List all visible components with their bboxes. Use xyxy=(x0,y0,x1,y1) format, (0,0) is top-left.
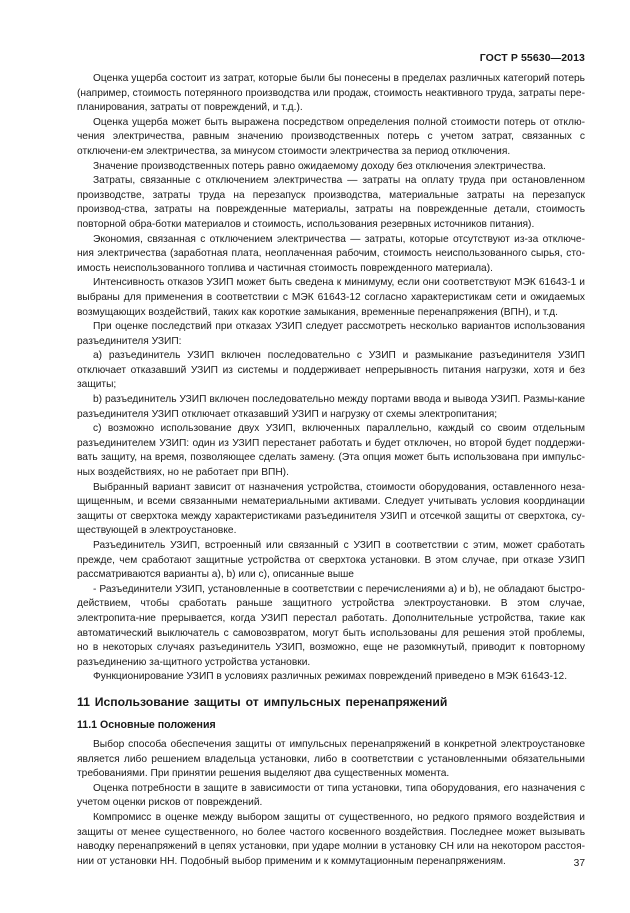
paragraph: Затраты, связанные с отключением электричества — затраты на оплату труда при остановленном производстве, затраты труда на перезапуск производства, материальные затраты на перезапуск производ-ства, затраты на поврежденные материалы, затраты на поврежденные детали, стоимость повторной обра-ботки материалов и стоимость, использования резервных источников питания). xyxy=(77,175,585,230)
paragraph: Оценка ущерба может быть выражена посредством определения полной стоимости потерь от отклю-чения электричества, равным значению производственных потерь с учетом затрат, связанных с отключени-ем электричества, за минусом стоимости электричества за период отключения. xyxy=(77,116,585,157)
document-body xyxy=(77,72,585,869)
list-item: b) разъединитель УЗИП включен последовательно между портами ввода и вывода УЗИП. Размы-кание разъединителя УЗИП отключает отказавший УЗИП и нагрузку от схемы электропитания; xyxy=(77,394,585,420)
paragraph: Компромисс в оценке между выбором защиты от существенного, но редкого прямого воздействия и защиты от менее существенного, но более частого косвенного воздействия. Последнее может вызывать наводку перенапряжений в цепях установки, при ударе молнии в установку СН или на некотором расстоя-нии от установки НН. Подобный выбор применим и к коммутационным перенапряжениям. xyxy=(77,811,585,867)
paragraph: Разъединитель УЗИП, встроенный или связанный с УЗИП в соответствии с этим, может сработать прежде, чем сработают защитные устройства от сверхтока установки. В этом случае, при отказе УЗИП рассматриваются варианты а), b) или с), описанные выше xyxy=(77,540,585,581)
paragraph: Экономия, связанная с отключением электричества — затраты, которые отсутствуют из-за отключе-ния электричества (заработная плата, неоплаченная рабочим, стоимость неиспользованного сырья, сто-имость неиспользованного топлива и частичная стоимость поврежденного материала). xyxy=(77,233,585,274)
document-header: ГОСТ Р 55630—2013 xyxy=(479,52,585,64)
paragraph: Выбор способа обеспечения защиты от импульсных перенапряжений в конкретной электроустановке является либо решением владельца установки, либо в соответствии с установленными обязательными требованиями. При принятии решения выделяют два существенных момента. xyxy=(77,738,585,780)
section-heading: 11 Использование защиты от импульсных перенапряжений xyxy=(77,694,448,709)
paragraph: Оценка потребности в защите в зависимости от типа установки, типа оборудования, его назначения с учетом оценки рисков от повреждений. xyxy=(77,782,585,809)
list-item: а) разъединитель УЗИП включен последовательно с УЗИП и размыкание разъединителя УЗИП отключает отказавший УЗИП из системы и поддерживает непрерывность питания нагрузки, хотя и без защиты; xyxy=(77,350,585,391)
list-item: с) возможно использование двух УЗИП, включенных параллельно, каждый со своим отдельным разъединителем УЗИП: один из УЗИП перестанет работать и будет отключен, но второй будет поддержи-вать защиту, на время, позволяющее сделать замену. (Эта опция может быть использована при импульс-ных воздействиях, но не работает при ВПН). xyxy=(77,423,585,479)
paragraph: Оценка ущерба состоит из затрат, которые были бы понесены в пределах различных категорий потерь (например, стоимость потерянного производства или продаж, стоимость неактивного труда, затраты пере-планирования, затраты от повреждений, и т.д.). xyxy=(77,73,585,114)
paragraph: Выбранный вариант зависит от назначения устройства, стоимости оборудования, оставленного неза-щищенным, и всеми связанными нематериальными активами. Следует учитывать условия координации защиты от сверхтока между характеристиками разъединителя УЗИП и отсечкой защиты от сверхтока, су-ществующей в электроустановке. xyxy=(77,481,585,537)
paragraph: Функционирование УЗИП в условиях различных режимах повреждений приведено в МЭК 61643-12. xyxy=(93,671,568,683)
paragraph: Интенсивность отказов УЗИП может быть сведена к минимуму, если они соответствуют МЭК 61643-1 и выбраны для применения в соответствии с МЭК 61643-12 согласно характеристикам сети и ожидаемых возмущающих воздействий, таких как короткие замыкания, временные перенапряжения (ВПН), и т.д. xyxy=(77,277,585,318)
paragraph: - Разъединители УЗИП, установленные в соответствии с перечислениями а) и b), не обладают быстро-действием, чтобы сработать раньше защитного устройства электроустановки. В этом случае, электропита-ние прерывается, когда УЗИП перестал работать. Дополнительные устройства, такие как автоматический выключатель с самовозвратом, могут быть использованы для решения этой проблемы, но в некоторых случаях разъединитель УЗИП, возможно, еще не разомкнутый, приводит к повторному разъединению за-щитного устройства установки. xyxy=(77,583,585,668)
subsection-heading: 11.1 Основные положения xyxy=(77,718,216,731)
paragraph: При оценке последствий при отказах УЗИП следует рассмотреть несколько вариантов использования разъединителя УЗИП: xyxy=(77,321,585,347)
paragraph: Значение производственных потерь равно ожидаемому доходу без отключения электричества. xyxy=(93,160,546,172)
page-number: 37 xyxy=(573,858,585,869)
